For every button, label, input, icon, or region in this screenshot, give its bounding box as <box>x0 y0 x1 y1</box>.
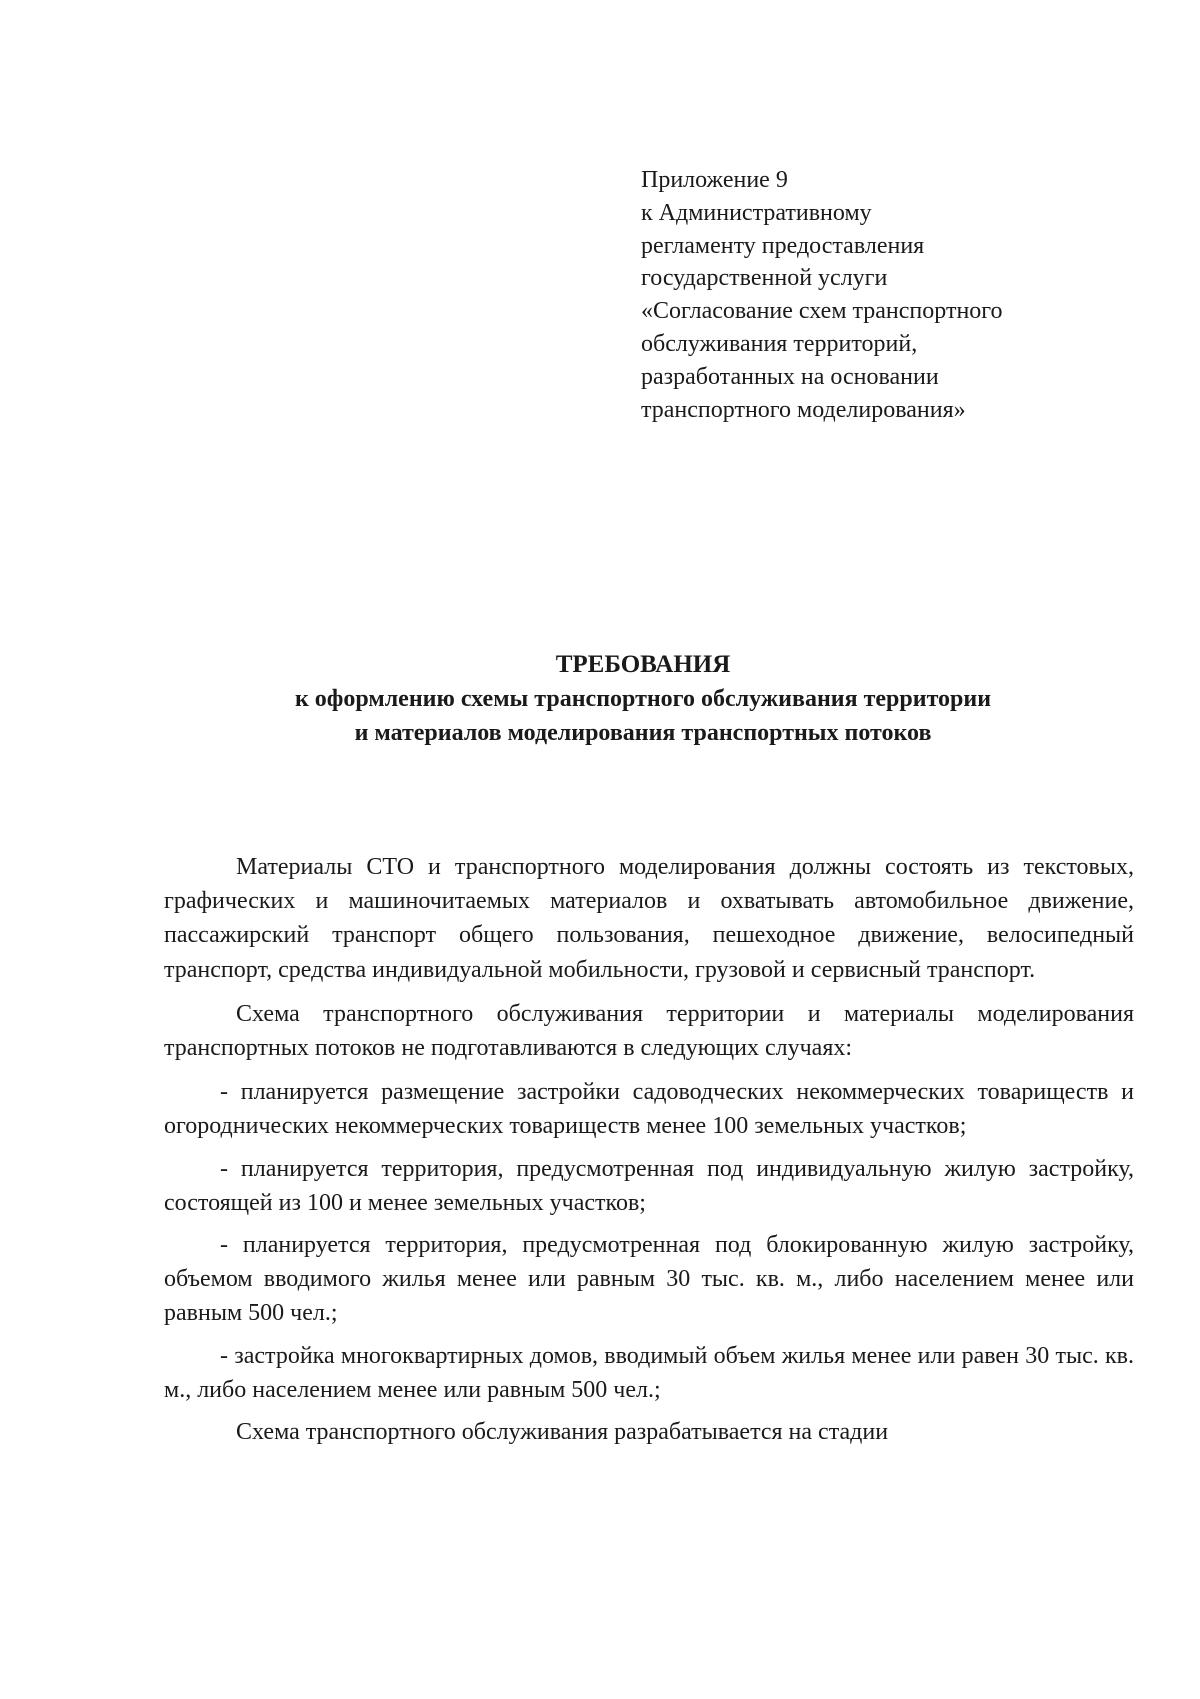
list-item: - застройка многоквартирных домов, вводимый объем жилья менее или равен 30 тыс. кв. м., либо населением менее или равным 500 чел.; <box>164 1342 1134 1403</box>
appendix-line: государственной услуги <box>641 265 888 292</box>
appendix-line: разработанных на основании <box>641 363 939 390</box>
body-paragraph: Схема транспортного обслуживания территории и материалы моделирования транспортных потоков не подготавливаются в следующих случаях: <box>164 1000 1134 1062</box>
appendix-line: регламенту предоставления <box>641 232 925 259</box>
appendix-line: транспортного моделирования» <box>641 396 966 423</box>
document-title <box>160 648 1126 750</box>
appendix-line: обслуживания территорий, <box>641 330 918 357</box>
body-paragraph: Материалы СТО и транспортного моделирования должны состоять из текстовых, графических и машиночитаемых материалов и охватывать автомобильное движение, пассажирский транспорт общего пользования, пешеходное движение, велосипедный транспорт, средства индивидуальной мобильности, грузовой и сервисный транспорт. <box>164 854 1134 983</box>
appendix-line: Приложение 9 <box>641 167 788 193</box>
title-subtitle-line: к оформлению схемы транспортного обслуживания территории <box>294 686 992 712</box>
appendix-line: «Согласование схем транспортного <box>641 298 1003 325</box>
body-paragraph: Схема транспортного обслуживания разрабатывается на стадии <box>236 1419 889 1446</box>
list-item: - планируется размещение застройки садоводческих некоммерческих товариществ и огороднических некоммерческих товариществ менее 100 земельных участков; <box>164 1079 1134 1140</box>
appendix-header <box>641 164 1121 426</box>
document-body <box>164 850 1134 1449</box>
appendix-line: к Административному <box>641 199 872 226</box>
list-item: - планируется территория, предусмотренная под блокированную жилую застройку, объемом вводимого жилья менее или равным 30 тыс. кв. м., либо населением менее или равным 500 чел.; <box>164 1232 1134 1327</box>
title-subtitle-line: и материалов моделирования транспортных потоков <box>354 720 932 746</box>
list-item: - планируется территория, предусмотренная под индивидуальную жилую застройку, состоящей из 100 и менее земельных участков; <box>164 1155 1134 1216</box>
title-main: ТРЕБОВАНИЯ <box>555 651 731 678</box>
